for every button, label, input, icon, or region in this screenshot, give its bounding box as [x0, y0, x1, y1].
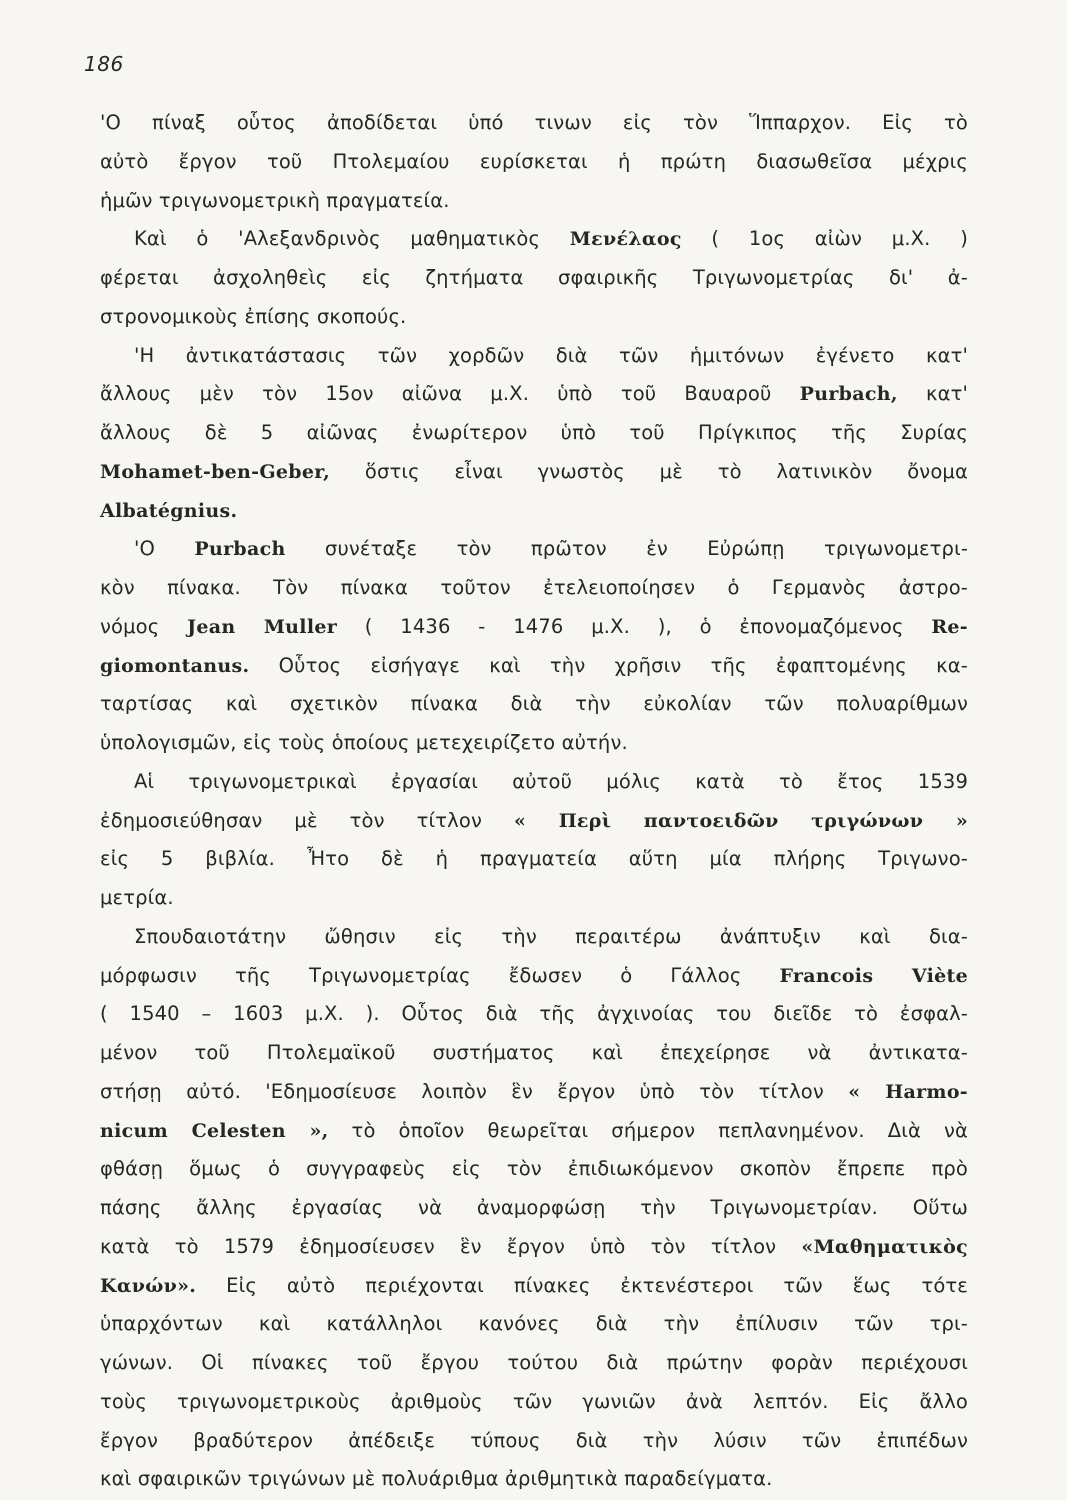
- bold-term: Albatégnius.: [100, 499, 238, 522]
- text-line: [100, 957, 968, 996]
- text-line: [100, 724, 968, 763]
- text-run: Σπουδαιοτάτην ὤθησιν εἰς τὴν περαιτέρω ἀνάπτυξιν καὶ δια-: [134, 924, 968, 948]
- text-line: [100, 879, 968, 918]
- text-run: ἄλλους δὲ 5 αἰῶνας ἐνωρίτερον ὑπὸ τοῦ Πρίγκιπος τῆς Συρίας: [100, 421, 968, 444]
- text-run: στήσῃ αὐτό. 'Εδημοσίευσε λοιπὸν ἓν ἔργον ὑπὸ τὸν τίτλον: [100, 1079, 849, 1103]
- text-run: Αἱ τριγωνομετρικαὶ ἐργασίαι αὐτοῦ μόλις κατὰ τὸ ἔτος 1539: [134, 769, 968, 793]
- text-line: [100, 647, 968, 686]
- text-line: [100, 608, 968, 647]
- text-line: [100, 414, 968, 453]
- text-line: [100, 763, 968, 802]
- text-run: 'Ο: [134, 537, 195, 561]
- bold-term: Κανών».: [100, 1274, 197, 1297]
- text-run: μόρφωσιν τῆς Τριγωνομετρίας ἔδωσεν ὁ Γάλλος: [100, 963, 780, 987]
- text-run: μετρία.: [100, 886, 174, 909]
- text-line: [100, 1228, 968, 1267]
- text-run: εἰς 5 βιβλία. Ἦτο δὲ ἡ πραγματεία αὕτη μία πλήρης Τριγωνο-: [100, 847, 968, 871]
- text-line: [100, 298, 968, 337]
- page-number: 186: [84, 52, 124, 76]
- text-run: Καὶ ὁ 'Αλεξανδρινὸς μαθηματικὸς: [134, 227, 570, 251]
- text-line: [100, 1460, 968, 1499]
- text-line: [100, 182, 968, 221]
- text-run: κατὰ τὸ 1579 ἐδημοσίευσεν ἓν ἔργον ὑπὸ τὸν τίτλον: [100, 1234, 802, 1258]
- text-line: [100, 453, 968, 492]
- text-run: ἡμῶν τριγωνομετρικὴ πραγματεία.: [100, 188, 450, 212]
- text-run: πάσης ἄλλης ἐργασίας νὰ ἀναμορφώσῃ τὴν Τριγωνομετρίαν. Οὕτω: [100, 1196, 968, 1219]
- bold-term: «Μαθηματικὸς: [801, 1235, 968, 1258]
- bold-term: giomontanus.: [100, 654, 250, 677]
- text-line: [100, 375, 968, 414]
- bold-term: nicum Celesten »,: [100, 1119, 329, 1142]
- text-line: [100, 104, 968, 143]
- bold-term: Purbach: [194, 538, 286, 561]
- text-line: [100, 1150, 968, 1189]
- text-run: φέρεται ἀσχοληθεὶς εἰς ζητήματα σφαιρικῆς Τριγωνομετρίας δι' ἀ-: [100, 266, 968, 289]
- text-run: 'Ο πίναξ οὗτος ἀποδίδεται ὑπό τινων εἰς τὸν Ἵππαρχον. Εἰς τὸ: [100, 111, 968, 134]
- text-run: ὑπαρχόντων καὶ κατάλληλοι κανόνες διὰ τὴν ἐπίλυσιν τῶν τρι-: [100, 1312, 968, 1336]
- text-run: ἔργον βραδύτερον ἀπέδειξε τύπους διὰ τὴν λύσιν τῶν ἐπιπέδων: [100, 1428, 968, 1452]
- text-line: [100, 1344, 968, 1383]
- body-text: [100, 104, 968, 1499]
- bold-term: Jean Muller: [187, 615, 338, 638]
- text-line: [100, 802, 968, 841]
- text-line: [100, 1073, 968, 1112]
- text-run: Οὗτος εἰσήγαγε καὶ τὴν χρῆσιν τῆς ἐφαπτομένης κα-: [249, 653, 968, 677]
- text-run: τοὺς τριγωνομετρικοὺς ἀριθμοὺς τῶν γωνιῶν ἀνὰ λεπτόν. Εἰς ἄλλο: [100, 1389, 968, 1413]
- text-run: καὶ σφαιρικῶν τριγώνων μὲ πολυάριθμα ἀριθμητικὰ παραδείγματα.: [100, 1467, 773, 1491]
- text-run: μένον τοῦ Πτολεμαϊκοῦ συστήματος καὶ ἐπεχείρησε νὰ ἀντικατα-: [100, 1041, 968, 1064]
- text-line: [100, 220, 968, 259]
- text-line: [100, 1422, 968, 1461]
- text-line: [100, 840, 968, 879]
- text-run: ( 1540 – 1603 μ.Χ. ). Οὗτος διὰ τῆς ἀγχινοίας του διεῖδε τὸ ἐσφαλ-: [100, 1002, 968, 1026]
- bold-term: Re-: [931, 615, 968, 638]
- text-run: φθάσῃ ὅμως ὁ συγγραφεὺς εἰς τὸν ἐπιδιωκόμενον σκοπὸν ἔπρεπε πρὸ: [100, 1157, 968, 1181]
- text-run: ἄλλους μὲν τὸν 15ον αἰῶνα μ.Χ. ὑπὸ τοῦ Βαυαροῦ: [100, 382, 800, 406]
- bold-term: Μενέλαος: [569, 228, 682, 251]
- text-run: ( 1ος αἰὼν μ.Χ. ): [681, 227, 968, 251]
- text-line: [100, 685, 968, 724]
- bold-term: Purbach,: [799, 383, 898, 406]
- text-run: κὸν πίνακα. Τὸν πίνακα τοῦτον ἐτελειοποίησεν ὁ Γερμανὸς ἀστρο-: [100, 576, 968, 599]
- text-run: ἐδημοσιεύθησαν μὲ τὸν τίτλον: [100, 808, 514, 832]
- text-run: 'Η ἀντικατάστασις τῶν χορδῶν διὰ τῶν ἡμιτόνων ἐγένετο κατ': [134, 343, 968, 367]
- text-line: [100, 143, 968, 182]
- text-run: ταρτίσας καὶ σχετικὸν πίνακα διὰ τὴν εὐκολίαν τῶν πολυαρίθμων: [100, 692, 968, 716]
- bold-term: « Harmo-: [848, 1080, 968, 1103]
- bold-term: « Περὶ παντοειδῶν τριγώνων »: [513, 809, 968, 832]
- text-line: [100, 492, 968, 531]
- text-line: [100, 259, 968, 298]
- text-run: κατ': [897, 382, 968, 406]
- text-line: [100, 1383, 968, 1422]
- text-run: Εἰς αὐτὸ περιέχονται πίνακες ἐκτενέστεροι τῶν ἕως τότε: [196, 1273, 968, 1297]
- text-run: στρονομικοὺς ἐπίσης σκοπούς.: [100, 304, 407, 328]
- text-line: [100, 995, 968, 1034]
- text-run: ( 1436 - 1476 μ.Χ. ), ὁ ἐπονομαζόμενος: [337, 614, 932, 638]
- bold-term: Mohamet-ben-Geber,: [100, 460, 331, 483]
- text-line: [100, 918, 968, 957]
- bold-term: Francois Viète: [779, 964, 968, 987]
- text-run: γώνων. Οἱ πίνακες τοῦ ἔργου τούτου διὰ πρώτην φορὰν περιέχουσι: [100, 1351, 968, 1374]
- text-run: συνέταξε τὸν πρῶτον ἐν Εὐρώπῃ τριγωνομετρι-: [285, 537, 969, 561]
- text-run: ὅστις εἶναι γνωστὸς μὲ τὸ λατινικὸν ὄνομα: [330, 459, 968, 483]
- text-run: τὸ ὁποῖον θεωρεῖται σήμερον πεπλανημένον. Διὰ νὰ: [328, 1118, 968, 1142]
- text-line: [100, 337, 968, 376]
- text-line: [100, 1267, 968, 1306]
- text-line: [100, 569, 968, 608]
- text-run: αὐτὸ ἔργον τοῦ Πτολεμαίου ευρίσκεται ἡ πρώτη διασωθεῖσα μέχρις: [100, 149, 968, 173]
- text-line: [100, 1189, 968, 1228]
- text-run: νόμος: [100, 614, 188, 638]
- text-line: [100, 1305, 968, 1344]
- text-line: [100, 1034, 968, 1073]
- text-line: [100, 530, 968, 569]
- text-run: ὑπολογισμῶν, εἰς τοὺς ὁποίους μετεχειρίζετο αὐτήν.: [100, 731, 628, 754]
- text-line: [100, 1112, 968, 1151]
